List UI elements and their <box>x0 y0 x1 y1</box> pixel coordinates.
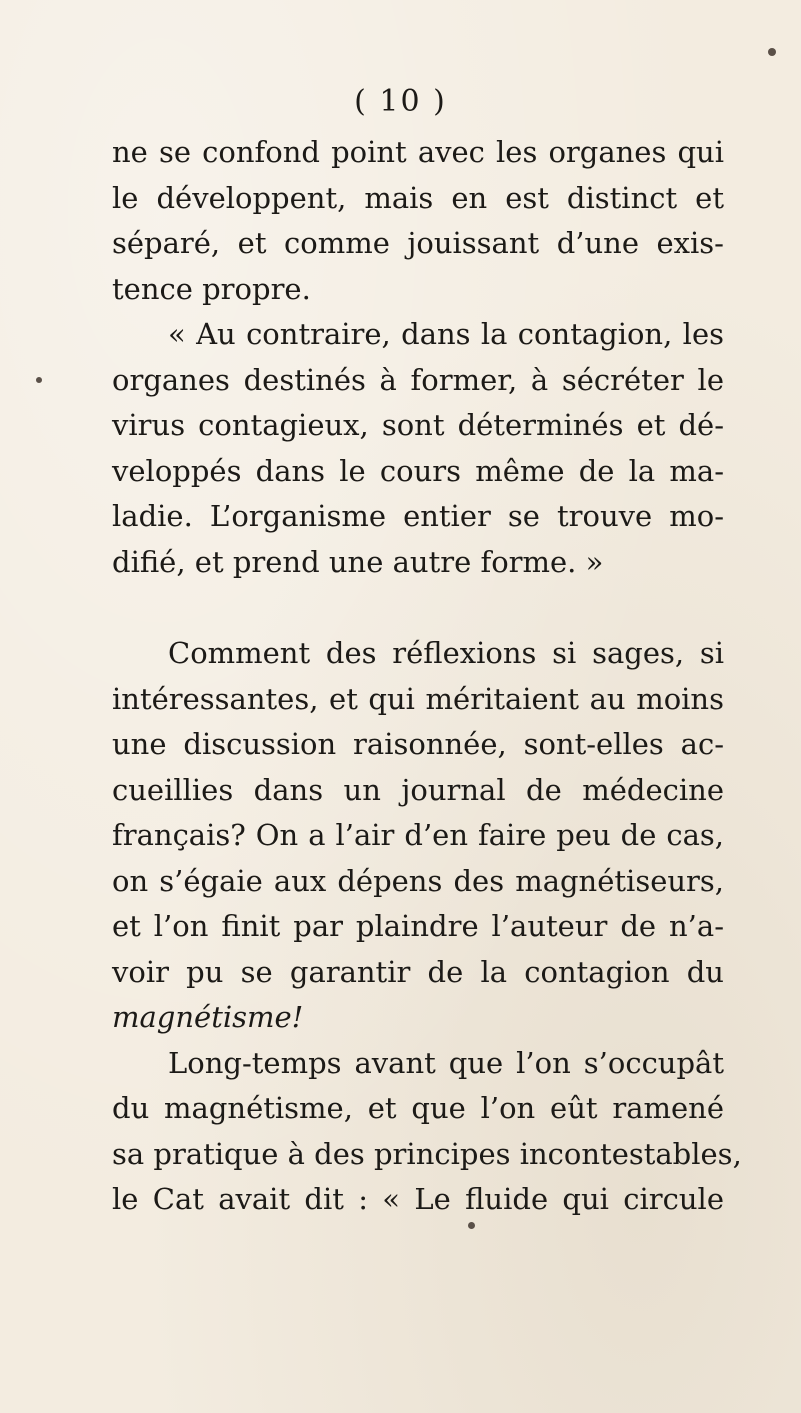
text-line: magnétisme! <box>112 1000 304 1034</box>
text-line: et l’on finit par plaindre l’auteur de n’a- <box>112 909 724 943</box>
text-line: « Au contraire, dans la contagion, les <box>168 317 724 351</box>
text-line: sa pratique à des principes incontestables, <box>112 1136 742 1171</box>
text-line: ladie. L’organisme entier se trouve mo- <box>112 499 724 533</box>
text-line: on s’égaie aux dépens des magnétiseurs, <box>112 863 724 898</box>
ink-speck <box>768 48 776 56</box>
text-line: cueillies dans un journal de médecine <box>112 772 724 807</box>
page-number: ( 10 ) <box>354 84 447 119</box>
body-text <box>112 130 742 1223</box>
text-line: Long-temps avant que l’on s’occupât <box>168 1045 724 1080</box>
text-line: virus contagieux, sont déterminés et dé- <box>112 408 724 442</box>
text-line: tence propre. <box>112 271 311 306</box>
text-line: veloppés dans le cours même de la ma- <box>112 453 724 488</box>
paragraph-1 <box>112 130 724 312</box>
ink-speck <box>468 1222 475 1229</box>
text-line: français? On a l’air d’en faire peu de cas, <box>112 818 724 852</box>
text-line: voir pu se garantir de la contagion du <box>112 954 724 989</box>
paragraph-gap <box>112 585 724 631</box>
text-line: le développent, mais en est distinct et <box>112 180 724 215</box>
text-line: le Cat avait dit : « Le fluide qui circule <box>112 1182 724 1216</box>
text-line: séparé, et comme jouissant d’une exis- <box>112 226 724 260</box>
ink-speck <box>36 377 42 383</box>
paragraph-3 <box>112 631 724 1041</box>
text-line: organes destinés à former, à sécréter le <box>112 362 724 397</box>
paragraph-2 <box>112 312 724 585</box>
text-line: du magnétisme, et que l’on eût ramené <box>112 1091 724 1125</box>
text-line: ne se confond point avec les organes qui <box>112 135 724 169</box>
text-line: Comment des réflexions si sages, si <box>168 636 724 670</box>
text-line: difié, et prend une autre forme. » <box>112 544 604 579</box>
text-line: une discussion raisonnée, sont-elles ac- <box>112 727 724 761</box>
paragraph-4 <box>112 1041 742 1223</box>
text-line: intéressantes, et qui méritaient au moins <box>112 681 724 716</box>
